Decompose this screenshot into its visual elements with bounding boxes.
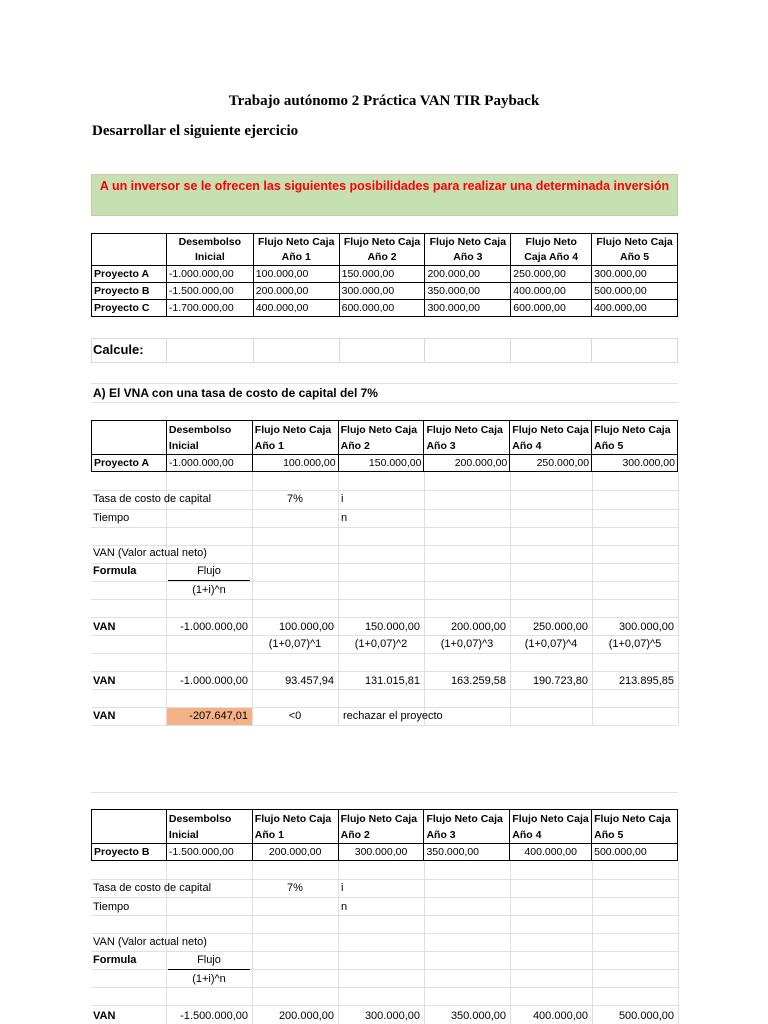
table-header-cell: Flujo Neto Caja Año 4 (510, 421, 592, 455)
table-cell: 100.000,00 (253, 266, 339, 283)
formula-denominator: (1+i)^n (192, 973, 226, 985)
table-header-cell (92, 234, 167, 266)
table-cell: 400.000,00 (510, 844, 592, 861)
formula-fraction-line (168, 969, 250, 970)
van-cell: 200.000,00 (450, 621, 506, 633)
table-header-row (92, 234, 678, 266)
present-value-cell: 131.015,81 (364, 675, 420, 687)
van-definition: VAN (Valor actual neto) (93, 547, 207, 559)
van-cell: 500.000,00 (618, 1010, 674, 1022)
table-cell: 250.000,00 (510, 455, 592, 472)
table-header-cell: Flujo Neto Caja Año 5 (592, 234, 678, 266)
table-cell: 250.000,00 (511, 266, 592, 283)
table-cell: 200.000,00 (253, 283, 339, 300)
table-cell: 300.000,00 (339, 283, 425, 300)
tasa-value: 7% (287, 882, 303, 894)
tiempo-label: Tiempo (93, 901, 130, 913)
table-cell: -1.500.000,00 (166, 283, 253, 300)
table-header-cell: Flujo Neto Caja Año 4 (510, 810, 592, 844)
van-cell: 400.000,00 (532, 1010, 588, 1022)
project-a-table (91, 420, 678, 472)
table-header-cell: Desembolso Inicial (166, 421, 252, 455)
project-b-table (91, 809, 678, 861)
van-cell: 200.000,00 (278, 1010, 334, 1022)
table-row (92, 283, 678, 300)
table-header-cell: Flujo Neto Caja Año 2 (338, 810, 424, 844)
table-header-cell: Flujo Neto Caja Año 1 (252, 421, 338, 455)
table-cell: -1.000.000,00 (166, 266, 253, 283)
van-decision: rechazar el proyecto (343, 710, 443, 722)
table-cell: 400.000,00 (511, 283, 592, 300)
table-cell: 350.000,00 (424, 844, 510, 861)
van-cell: 350.000,00 (450, 1010, 506, 1022)
tasa-symbol: i (341, 493, 344, 505)
present-value-cell: 213.895,85 (618, 675, 674, 687)
table-header-cell: Desembolso Inicial (166, 234, 253, 266)
table-cell: -1.700.000,00 (166, 300, 253, 317)
table-header-cell (92, 810, 167, 844)
section-a-heading: A) El VNA con una tasa de costo de capital del 7% (93, 386, 378, 400)
formula-fraction-line (168, 580, 250, 581)
discount-denominator: (1+0,07)^4 (524, 638, 578, 650)
table-cell: 400.000,00 (253, 300, 339, 317)
table-cell: 150.000,00 (339, 266, 425, 283)
table-row (92, 844, 678, 861)
table-header-cell: Desembolso Inicial (166, 810, 252, 844)
van-label: VAN (93, 710, 116, 722)
present-value-cell: 93.457,94 (285, 675, 334, 687)
van-cell: -1.500.000,00 (180, 1010, 248, 1022)
present-value-cell: 163.259,58 (450, 675, 506, 687)
van-label: VAN (93, 675, 116, 687)
projects-table (91, 233, 678, 317)
table-header-row (92, 421, 678, 455)
formula-numerator: Flujo (197, 565, 221, 577)
tiempo-symbol: n (341, 512, 348, 524)
tasa-label: Tasa de costo de capital (93, 493, 212, 505)
row-label: Proyecto B (92, 283, 167, 300)
table-header-row (92, 810, 678, 844)
row-label: Proyecto C (92, 300, 167, 317)
table-header-cell: Flujo Neto Caja Año 3 (425, 234, 511, 266)
table-header-cell: Flujo Neto Caja Año 3 (424, 810, 510, 844)
van-cell: -1.000.000,00 (180, 621, 248, 633)
table-header-cell: Flujo Neto Caja Año 3 (424, 421, 510, 455)
table-cell: -1.000.000,00 (166, 455, 252, 472)
table-cell: 400.000,00 (592, 300, 678, 317)
table-cell: 200.000,00 (424, 455, 510, 472)
table-cell: 150.000,00 (338, 455, 424, 472)
discount-denominator: (1+0,07)^2 (354, 638, 408, 650)
calcule-row (91, 338, 678, 363)
document-subtitle: Desarrollar el siguiente ejercicio (92, 123, 299, 139)
row-label: Proyecto B (92, 844, 167, 861)
tasa-value: 7% (287, 493, 303, 505)
table-cell: 350.000,00 (425, 283, 511, 300)
van-cell: 150.000,00 (364, 621, 420, 633)
discount-denominator: (1+0,07)^1 (268, 638, 322, 650)
table-cell: 300.000,00 (592, 455, 678, 472)
table-cell: 100.000,00 (252, 455, 338, 472)
table-row (92, 455, 678, 472)
van-result-value: -207.647,01 (189, 710, 248, 722)
table-cell: 600.000,00 (339, 300, 425, 317)
tasa-symbol: i (341, 882, 344, 894)
van-definition: VAN (Valor actual neto) (93, 936, 207, 948)
table-cell: 300.000,00 (425, 300, 511, 317)
van-label: VAN (93, 621, 116, 633)
table-header-cell: Flujo Neto Caja Año 4 (511, 234, 592, 266)
van-label: VAN (93, 1010, 116, 1022)
table-cell: 600.000,00 (511, 300, 592, 317)
row-label: Proyecto A (92, 455, 167, 472)
row-label: Proyecto A (92, 266, 167, 283)
discount-denominator: (1+0,07)^5 (608, 638, 662, 650)
table-cell: 300.000,00 (338, 844, 424, 861)
formula-numerator: Flujo (197, 954, 221, 966)
table-cell: 300.000,00 (592, 266, 678, 283)
table-header-cell: Flujo Neto Caja Año 2 (338, 421, 424, 455)
tiempo-symbol: n (341, 901, 348, 913)
table-header-cell: Flujo Neto Caja Año 2 (339, 234, 425, 266)
table-header-cell: Flujo Neto Caja Año 1 (253, 234, 339, 266)
table-cell: 500.000,00 (592, 283, 678, 300)
van-cell: 300.000,00 (618, 621, 674, 633)
tiempo-label: Tiempo (93, 512, 130, 524)
table-cell: -1.500.000,00 (166, 844, 252, 861)
van-cell: 300.000,00 (364, 1010, 420, 1022)
document-title: Trabajo autónomo 2 Práctica VAN TIR Payback (228, 93, 540, 109)
table-row (92, 300, 678, 317)
formula-denominator: (1+i)^n (192, 584, 226, 596)
table-header-cell (92, 421, 167, 455)
table-cell: 200.000,00 (252, 844, 338, 861)
calcule-label: Calcule: (93, 342, 144, 357)
van-comparison: <0 (288, 710, 302, 722)
problem-banner: A un inversor se le ofrecen las siguientes posibilidades para realizar una determinada inversión (91, 174, 678, 216)
tasa-label: Tasa de costo de capital (93, 882, 212, 894)
van-cell: 100.000,00 (278, 621, 334, 633)
formula-label: Formula (93, 954, 137, 966)
present-value-cell: -1.000.000,00 (180, 675, 248, 687)
table-header-cell: Flujo Neto Caja Año 1 (252, 810, 338, 844)
table-cell: 500.000,00 (592, 844, 678, 861)
table-row (92, 266, 678, 283)
table-cell: 200.000,00 (425, 266, 511, 283)
discount-denominator: (1+0,07)^3 (440, 638, 494, 650)
formula-label: Formula (93, 565, 137, 577)
table-header-cell: Flujo Neto Caja Año 5 (592, 810, 678, 844)
present-value-cell: 190.723,80 (532, 675, 588, 687)
van-cell: 250.000,00 (532, 621, 588, 633)
table-header-cell: Flujo Neto Caja Año 5 (592, 421, 678, 455)
